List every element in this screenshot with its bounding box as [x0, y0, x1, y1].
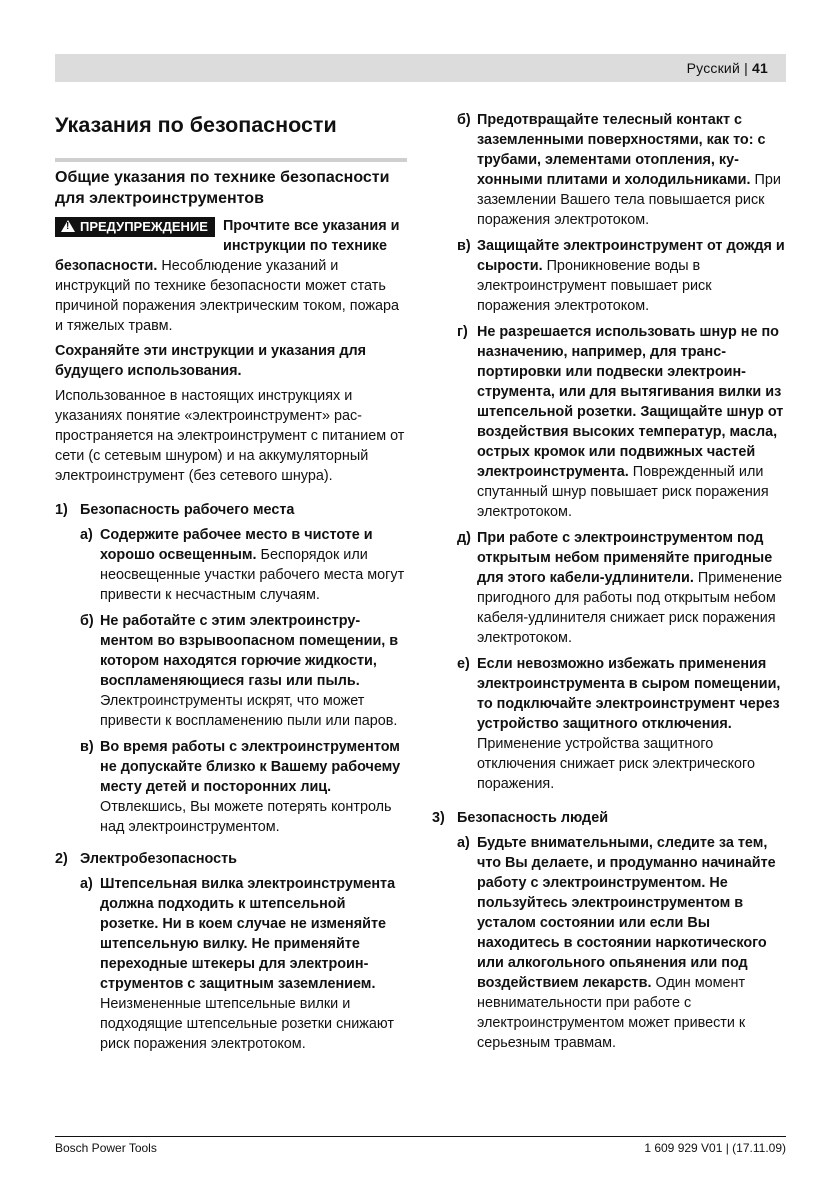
warning-triangle-icon: !: [61, 220, 75, 232]
item-letter: а): [457, 835, 470, 851]
item-text: При заземлении Вашего тела повышается риск поражения электротоком.: [477, 172, 781, 228]
item-bold: Во время работы с электроинструментом не допускайте близко к Вашему рабочему месту детей и посторонних лиц.: [100, 739, 401, 795]
item-bold: Штепсельная вилка электроинструмента должна подходить к штепсельной розетке. Ни в коем случае не изменяйте штепсельную вилку. Не применяйте переходные штекеры для электроинструментов с защитным заземлением.: [100, 876, 396, 992]
header-page-number: 41: [752, 60, 768, 76]
item-letter: в): [457, 238, 471, 254]
item-bold: Предотвращайте телесный контакт с заземленными поверхностями, как то: с трубами, элементами отопления, кухонными плитами и холодильниками.: [477, 112, 766, 188]
section-3: [432, 808, 786, 1053]
section-2: [55, 849, 407, 1054]
list-item: [432, 236, 786, 316]
warning-bold-text: Прочтите все указания и инструкции по технике безопасности.: [55, 218, 400, 274]
item-text: Один момент невнимательности при работе с электроинструментом может привести к серьезным травмам.: [477, 975, 746, 1051]
item-text: Применение пригодного для работы под открытым небом кабеля-удлинителя снижает риск поражения электротоком.: [477, 570, 783, 646]
list-item: [432, 528, 786, 648]
list-item: [55, 525, 407, 605]
item-letter: в): [80, 739, 94, 755]
item-text: Проникновение воды в электроинструмент повышает риск поражения электротоком.: [477, 258, 712, 314]
item-text: Применение устройства защитного отключения снижает риск электрического поражения.: [477, 736, 755, 792]
item-text: Отвлекшись, Вы можете потерять контроль над электроинструментом.: [100, 799, 392, 835]
section-title-text: Безопасность рабочего места: [80, 502, 295, 518]
item-bold: Если невозможно избежать применения электроинструмента в сыром помещении, то подключайте электроинструмент через устройство защитного отключения.: [477, 656, 781, 732]
list-item: [55, 737, 407, 837]
warning-badge-label: ПРЕДУПРЕЖДЕНИЕ: [80, 219, 208, 234]
warning-text: Несоблюдение указаний и инструкций по технике безопасности может стать причиной поражения электрическим током, пожара и тяжелых травм.: [55, 258, 400, 334]
list-item: [55, 611, 407, 731]
list-item: [432, 322, 786, 522]
list-item: [55, 874, 407, 1054]
item-bold: При работе с электроинструментом под открытым небом применяйте пригодные для этого кабели-удлинители.: [477, 530, 773, 586]
section-number: 2): [55, 851, 68, 867]
item-bold: Будьте внимательными, следите за тем, что Вы делаете, и продуманно начинайте работу с электроинструментом. Не пользуйтесь электроинструментом в усталом состоянии или если Вы находитесь в состоянии наркотического или алкогольного опьянения или под воздействием лекарств.: [477, 835, 776, 991]
footer-rule: [55, 1136, 786, 1137]
item-text: Беспорядок или неосвещенные участки рабочего места могут привести к несчастным случаям.: [100, 547, 405, 603]
item-letter: а): [80, 876, 93, 892]
left-column: [55, 108, 407, 1060]
general-heading: Общие указания по технике безопасности для электроинструментов: [55, 158, 407, 209]
page-header-bar: [55, 54, 786, 82]
section-title: [55, 500, 407, 520]
warning-paragraph: [55, 216, 407, 336]
item-letter: б): [80, 613, 94, 629]
list-item: [432, 654, 786, 794]
page-header-text: [687, 60, 768, 76]
page-title: Указания по безопасности: [55, 113, 337, 137]
right-column: [432, 110, 786, 1059]
section-title-text: Электробезопасность: [80, 851, 238, 867]
item-text: Поврежденный или спутанный шнур повышает риск поражения электротоком.: [477, 464, 769, 520]
item-text: Неизмененные штепсельные вилки и подходящие штепсельные розетки снижают риск поражения электротоком.: [100, 996, 394, 1052]
list-item: [432, 110, 786, 230]
section-number: 3): [432, 810, 445, 826]
item-letter: д): [457, 530, 471, 546]
section-title: [432, 808, 786, 828]
list-item: [432, 833, 786, 1053]
item-bold: Не разрешается использовать шнур не по назначению, например, для транспортировки или подвески электроинструмента, или для вытягивания вилки из штепсельной розетки. Защищайте шнур от воздействия высоких температур, масла, острых кромок или подвижных частей электроинструмента.: [477, 324, 784, 480]
section-1: [55, 500, 407, 837]
item-bold: Не работайте с этим электроинструментом во взрывоопасном помещении, в котором находятся горючие жидкости, воспламеняющиеся газы или пыль.: [100, 613, 399, 689]
footer-doc-code: 1 609 929 V01 | (17.11.09): [644, 1141, 786, 1155]
section-title: [55, 849, 407, 869]
definition-paragraph: Использованное в настоящих инструкциях и указаниях понятие «электроинструмент» распространяется на электроинструмент с питанием от сети (с сетевым шнуром) и на аккумуляторный электроинструмент (без сетевого шнура).: [55, 388, 405, 484]
header-separator: |: [744, 60, 748, 76]
section-title-text: Безопасность людей: [457, 810, 609, 826]
header-language: Русский: [686, 60, 740, 76]
footer-brand: Bosch Power Tools: [55, 1141, 157, 1155]
warning-badge: [55, 217, 215, 237]
section-number: 1): [55, 502, 68, 518]
item-bold: Защищайте электроинструмент от дождя и сырости.: [477, 238, 785, 274]
item-bold: Содержите рабочее место в чистоте и хорошо освещенным.: [100, 527, 373, 563]
keep-instructions: [55, 341, 407, 381]
item-text: Электроинструменты искрят, что может привести к воспламенению пыли или паров.: [100, 693, 398, 729]
item-letter: а): [80, 527, 93, 543]
item-letter: г): [457, 324, 468, 340]
keep-instructions-bold: Сохраняйте эти инструкции и указания для будущего использования.: [55, 343, 366, 379]
item-letter: е): [457, 656, 470, 672]
item-letter: б): [457, 112, 471, 128]
